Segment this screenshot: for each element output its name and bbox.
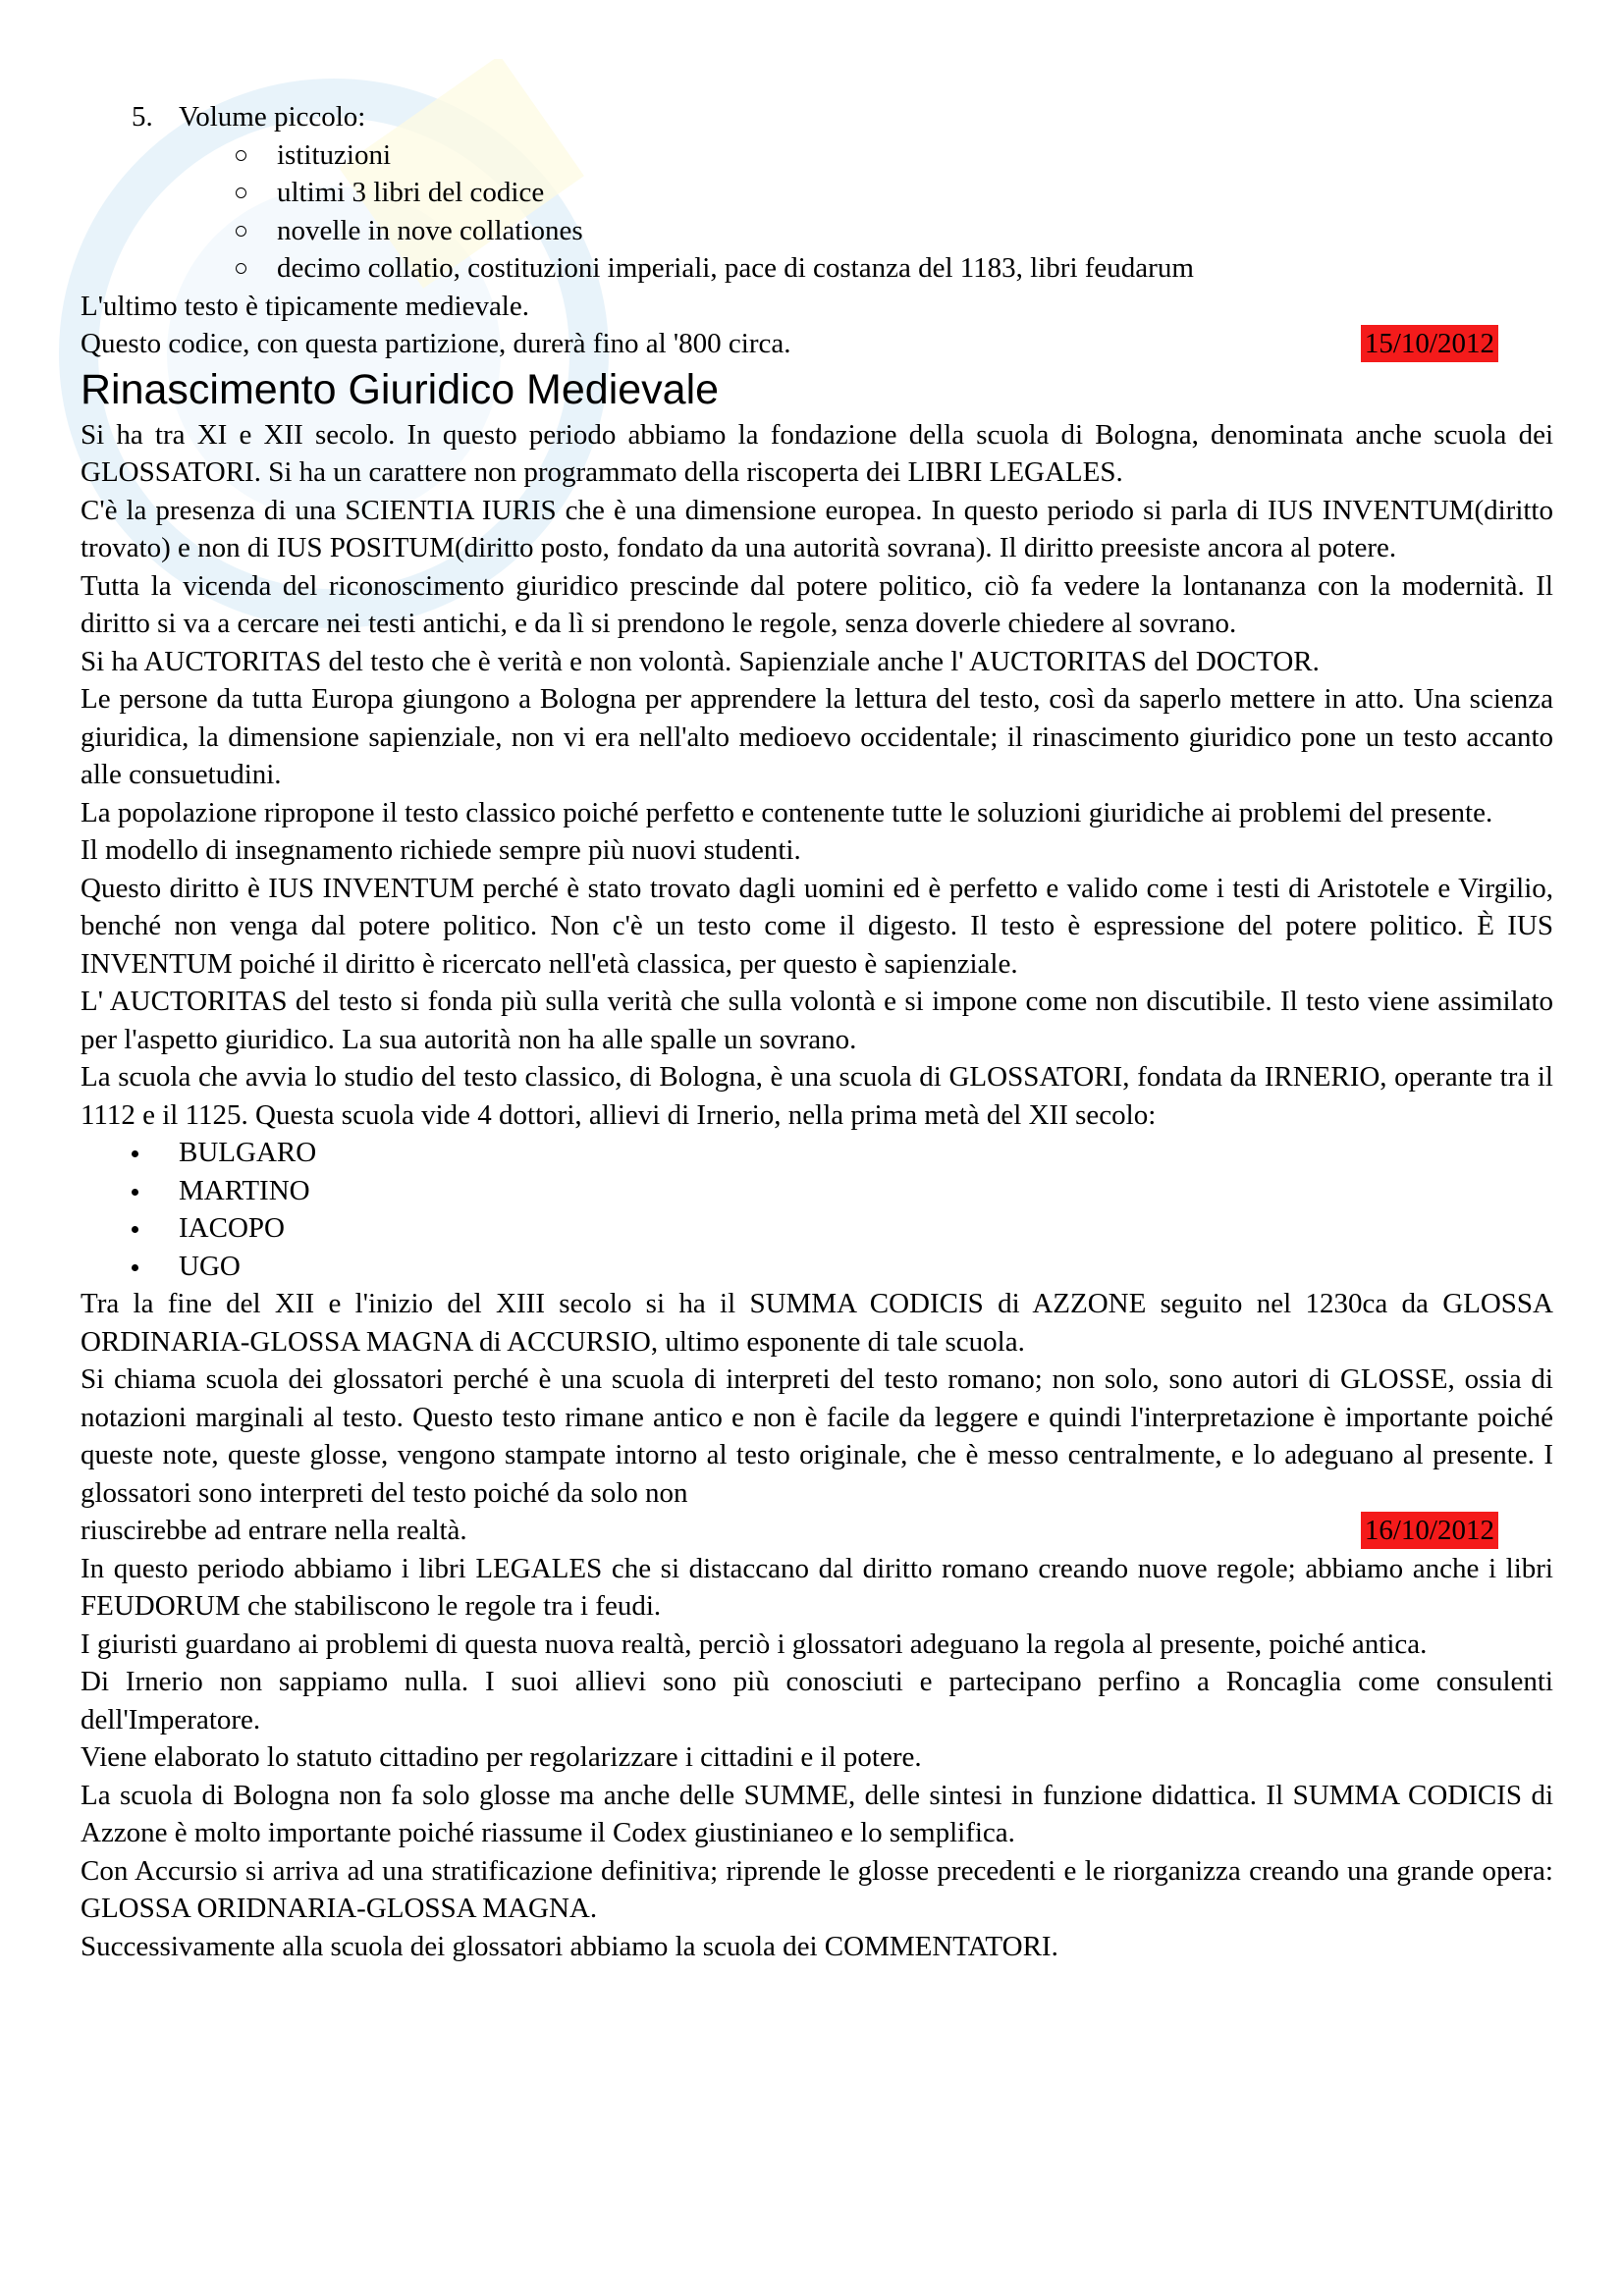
paragraph: La popolazione ripropone il testo classico poiché perfetto e contenente tutte le soluzioni giuridiche ai problemi del presente. xyxy=(81,796,1493,828)
paragraph: C'è la presenza di una SCIENTIA IURIS che è una dimensione europea. In questo periodo si parla di IUS INVENTUM(diritto trovato) e non di IUS POSITUM(diritto posto, fondato da una autorità sovrana). Il diritto preesiste ancora al potere. xyxy=(81,494,1553,563)
sub-list-item: novelle in nove collationes xyxy=(81,212,1553,250)
paragraph-with-date xyxy=(81,325,1553,363)
paragraph: Viene elaborato lo statuto cittadino per regolarizzare i cittadini e il potere. xyxy=(81,1741,922,1773)
sub-list-item: ultimi 3 libri del codice xyxy=(81,174,1553,212)
sub-list-item: decimo collatio, costituzioni imperiali, pace di costanza del 1183, libri feudarum xyxy=(81,249,1553,288)
section-heading: Rinascimento Giuridico Medievale xyxy=(81,365,720,413)
paragraph: Di Irnerio non sappiamo nulla. I suoi allievi sono più conosciuti e partecipano perfino a Roncaglia come consulenti dell'Imperatore. xyxy=(81,1666,1553,1735)
paragraph: Con Accursio si arriva ad una stratificazione definitiva; riprende le glosse precedenti e le riorganizza creando una grande opera: GLOSSA ORIDNARIA-GLOSSA MAGNA. xyxy=(81,1854,1553,1924)
list-number: 5. xyxy=(132,101,153,133)
list-item: UGO xyxy=(81,1248,1553,1286)
paragraph: I giuristi guardano ai problemi di questa nuova realtà, perciò i glossatori adeguano la regola al presente, poiché antica. xyxy=(81,1628,1428,1660)
paragraph: Si ha tra XI e XII secolo. In questo periodo abbiamo la fondazione della scuola di Bologna, denominata anche scuola dei GLOSSATORI. Si ha un carattere non programmato della riscoperta dei LIBRI LEGALES. xyxy=(81,418,1553,488)
doctors-list xyxy=(81,1134,1553,1285)
sub-list-item: istituzioni xyxy=(81,136,1553,175)
date-highlight: 16/10/2012 xyxy=(1361,1512,1498,1549)
paragraph: Si ha AUCTORITAS del testo che è verità e non volontà. Sapienziale anche l' AUCTORITAS del DOCTOR. xyxy=(81,645,1320,677)
numbered-list-item xyxy=(81,98,1553,136)
paragraph: Le persone da tutta Europa giungono a Bologna per apprendere la lettura del testo, così da saperlo mettere in atto. Una scienza giuridica, la dimensione sapienziale, non vi era nell'alto medioevo occidentale; il rinascimento giuridico pone un testo accanto alle consuetudini. xyxy=(81,683,1553,790)
paragraph: Questo diritto è IUS INVENTUM perché è stato trovato dagli uomini ed è perfetto e valido come i testi di Aristotele e Virgilio, benché non venga dal potere politico. Non c'è un testo come il digesto. Il testo è espressione del potere politico. È IUS INVENTUM poiché il diritto è ricercato nell'età classica, per questo è sapienziale. xyxy=(81,872,1553,980)
paragraph: Il modello di insegnamento richiede sempre più nuovi studenti. xyxy=(81,834,801,866)
paragraph: Tra la fine del XII e l'inizio del XIII secolo si ha il SUMMA CODICIS di AZZONE seguito nel 1230ca da GLOSSA ORDINARIA-GLOSSA MAGNA di ACCURSIO, ultimo esponente di tale scuola. xyxy=(81,1288,1553,1358)
paragraph: In questo periodo abbiamo i libri LEGALES che si distaccano dal diritto romano creando nuove regole; abbiamo anche i libri FEUDORUM che stabiliscono le regole tra i feudi. xyxy=(81,1552,1553,1622)
list-item-title: Volume piccolo: xyxy=(179,101,366,133)
paragraph: La scuola che avvia lo studio del testo classico, di Bologna, è una scuola di GLOSSATORI, fondata da IRNERIO, operante tra il 1112 e il 1125. Questa scuola vide 4 dottori, allievi di Irnerio, nella prima metà del XII secolo: xyxy=(81,1061,1553,1131)
sub-list xyxy=(81,136,1553,288)
paragraph: La scuola di Bologna non fa solo glosse ma anche delle SUMME, delle sintesi in funzione didattica. Il SUMMA CODICIS di Azzone è molto importante poiché riassume il Codex giustinianeo e lo semplifica. xyxy=(81,1779,1553,1848)
list-item: MARTINO xyxy=(81,1172,1553,1210)
paragraph: L' AUCTORITAS del testo si fonda più sulla verità che sulla volontà e si impone come non discutibile. Il testo viene assimilato per l'aspetto giuridico. La sua autorità non ha alle spalle un sovrano. xyxy=(81,986,1553,1055)
paragraph: L'ultimo testo è tipicamente medievale. xyxy=(81,290,529,322)
document-body xyxy=(81,98,1553,1965)
date-highlight: 15/10/2012 xyxy=(1361,325,1498,362)
paragraph-text: riuscirebbe ad entrare nella realtà. xyxy=(81,1515,467,1546)
paragraph-text: Questo codice, con questa partizione, durerà fino al '800 circa. xyxy=(81,328,791,359)
list-item: IACOPO xyxy=(81,1209,1553,1248)
paragraph: Tutta la vicenda del riconoscimento giuridico prescinde dal potere politico, ciò fa vedere la lontananza con la modernità. Il diritto si va a cercare nei testi antichi, e da lì si prendono le regole, senza doverle chiedere al sovrano. xyxy=(81,569,1553,639)
list-item: BULGARO xyxy=(81,1134,1553,1172)
paragraph: Successivamente alla scuola dei glossatori abbiamo la scuola dei COMMENTATORI. xyxy=(81,1930,1058,1962)
paragraph-with-date xyxy=(81,1512,1553,1550)
paragraph: Si chiama scuola dei glossatori perché è una scuola di interpreti del testo romano; non solo, sono autori di GLOSSE, ossia di notazioni marginali al testo. Questo testo rimane antico e non è facile da leggere e quindi l'interpretazione è importante poiché queste note, queste glosse, vengono stampate intorno al testo originale, che è messo centralmente, e lo adeguano al presente. I glossatori sono interpreti del testo poiché da solo non xyxy=(81,1363,1553,1509)
